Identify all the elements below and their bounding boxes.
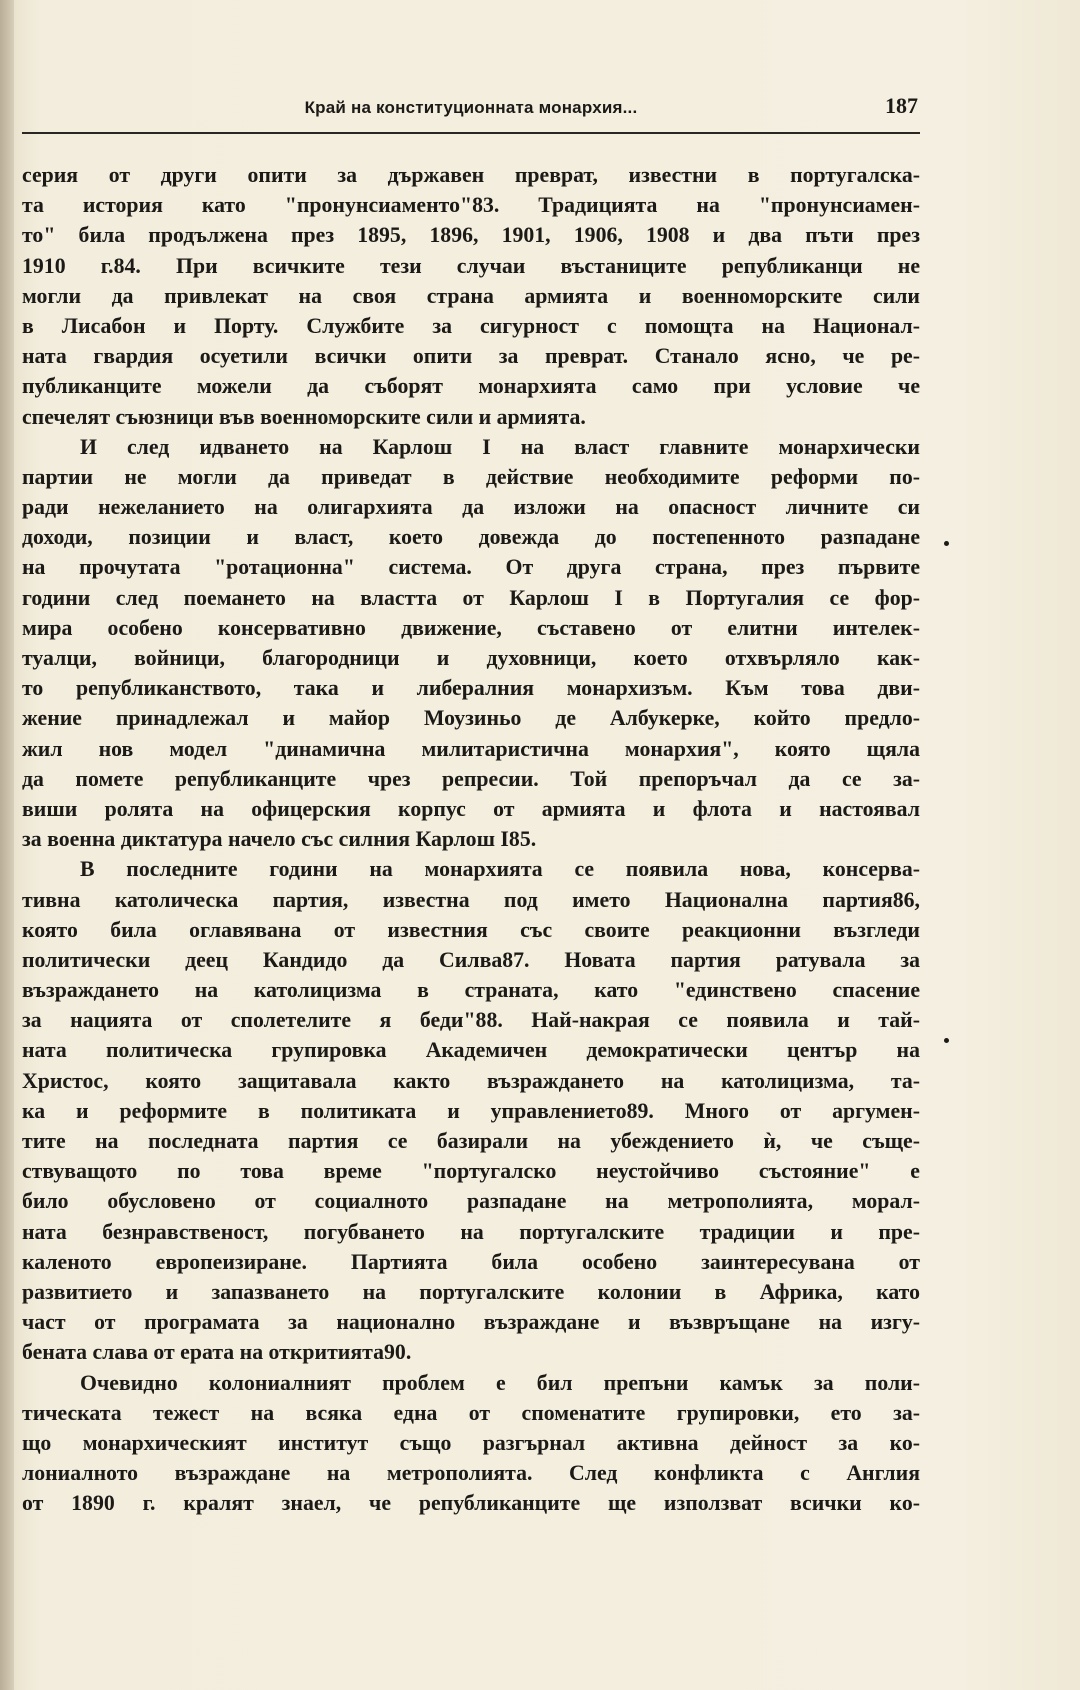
text-line: в Лисабон и Порту. Службите за сигурност с помощта на Национал- xyxy=(22,313,920,338)
text-line: та история като "пронунсиаменто"83. Традицията на "пронунсиамен- xyxy=(22,193,920,218)
text-line: туалци, войници, благородници и духовници, което отхвърляло как- xyxy=(22,646,920,670)
text-line: виши ролята на офицерския корпус от армията и флота и настоявал xyxy=(22,796,920,821)
text-line: тите на последната партия се базирали на убеждението ѝ, че съще- xyxy=(22,1129,920,1153)
text-line: ната политическа групировка Академичен демократически център на xyxy=(22,1038,920,1063)
running-head xyxy=(22,92,920,134)
text-line: било обусловено от социалното разпадане на метрополията, морал- xyxy=(22,1189,920,1214)
text-line: тивна католическа партия, известна под името Национална партия86, xyxy=(22,887,920,912)
text-line: серия от други опити за държавен преврат, известни в португалска- xyxy=(22,163,920,187)
text-line: за нацията от сполетелите я беди"88. Най-накрая се появила и тай- xyxy=(22,1008,920,1033)
text-line: лониалното възраждане на метрополията. След конфликта с Англия xyxy=(22,1461,920,1486)
margin-dot xyxy=(944,1038,949,1043)
text-line: на прочутата "ротационна" система. От друга страна, през първите xyxy=(22,555,920,580)
text-line: доходи, позиции и власт, което довежда до постепенното разпадане xyxy=(22,525,920,550)
text-line: Христос, която защитавала както възраждането на католицизма, та- xyxy=(22,1068,920,1093)
text-line: ради нежеланието на олигархията да изложи на опасност личните си xyxy=(22,495,920,520)
text-line: могли да привлекат на своя страна армията и военноморските сили xyxy=(22,283,920,308)
text-line: то републиканството, така и либералния монархизъм. Към това дви- xyxy=(22,676,920,701)
text-line: ствуващото по това време "португалско неустойчиво състояние" е xyxy=(22,1159,920,1184)
text-line: ка и реформите в политиката и управлението89. Много от аргумен- xyxy=(22,1098,920,1123)
text-line: бената слава от ерата на откритията90. xyxy=(22,1340,412,1365)
text-line: ната гвардия осуетили всички опити за преврат. Станало ясно, че ре- xyxy=(22,344,920,369)
page-number: 187 xyxy=(885,93,918,118)
text-line: партии не могли да приведат в действие необходимите реформи по- xyxy=(22,464,920,489)
text-line: жил нов модел "динамична милитаристична монархия", която щяла xyxy=(22,736,920,761)
margin-dot xyxy=(944,541,949,546)
text-line: политически деец Кандидо да Силва87. Новата партия ратувала за xyxy=(22,947,920,972)
text-line: жение принадлежал и майор Моузиньо де Албукерке, който предло- xyxy=(22,706,920,731)
text-line: години след поемането на властта от Карлош I в Португалия се фор- xyxy=(22,585,920,610)
text-line: публиканците можели да съборят монархията само при условие че xyxy=(22,374,920,399)
book-spine-shadow xyxy=(0,0,14,1690)
text-line: да помете републиканците чрез репресии. Той препоръчал да се за- xyxy=(22,766,920,791)
text-line: що монархическият институт също разгърнал активна дейност за ко- xyxy=(22,1430,920,1455)
text-line: И след идването на Карлош I на власт главните монархически xyxy=(80,434,920,459)
text-line: то" била продължена през 1895, 1896, 1901, 1906, 1908 и два пъти през xyxy=(22,223,920,248)
text-line: развитието и запазването на португалските колонии в Африка, като xyxy=(22,1279,920,1304)
text-line: за военна диктатура начело със силния Карлош I85. xyxy=(22,827,537,852)
text-line: възраждането на католицизма в страната, като "единствено спасение xyxy=(22,978,920,1003)
text-line: мира особено консервативно движение, съставено от елитни интелек- xyxy=(22,615,920,640)
text-line: която била оглавявана от известния със своите реакционни възгледи xyxy=(22,917,920,942)
text-line: тическата тежест на всяка една от споменатите групировки, ето за- xyxy=(22,1400,920,1425)
text-line: от 1890 г. кралят знаел, че републиканците ще използват всички ко- xyxy=(22,1491,920,1516)
text-line: спечелят съюзници във военноморските сили и армията. xyxy=(22,404,586,429)
running-title: Край на конституционната монархия... xyxy=(304,98,638,117)
text-line: Очевидно колониалният проблем е бил препъни камък за поли- xyxy=(80,1370,920,1395)
text-line: каленото европеизиране. Партията била особено заинтересувана от xyxy=(22,1249,920,1274)
text-line: В последните години на монархията се появила нова, консерва- xyxy=(80,857,920,882)
body-text xyxy=(22,160,920,1518)
text-line: част от програмата за национално възраждане и възвръщане на изгу- xyxy=(22,1310,920,1335)
text-line: ната безнравственост, погубването на португалските традиции и пре- xyxy=(22,1219,920,1244)
text-line: 1910 г.84. При всичките тези случаи въстаниците републиканци не xyxy=(22,253,920,278)
